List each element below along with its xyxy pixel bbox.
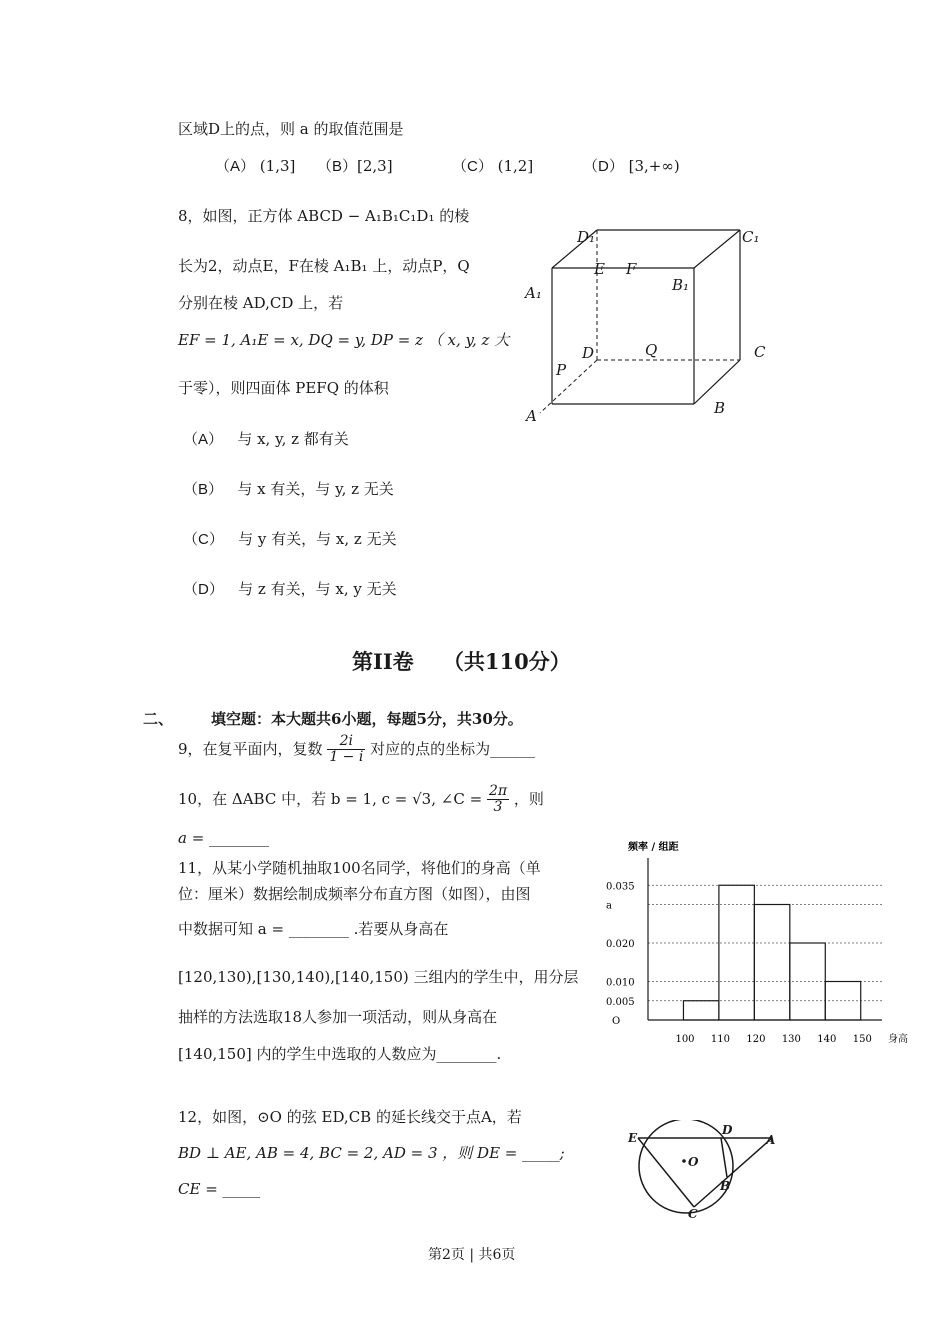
- label-c1: C₁: [742, 228, 760, 246]
- page-footer: 第2页 | 共6页: [428, 1247, 516, 1263]
- cube-edge: [694, 230, 740, 268]
- q8-line5: 于零），则四面体 PEFQ 的体积: [178, 379, 389, 397]
- x-tick-label: 100: [675, 1034, 695, 1045]
- histogram-origin: O: [612, 1016, 621, 1027]
- histogram-bar: [790, 943, 825, 1020]
- histogram-gridlines: [648, 885, 882, 1001]
- q11-line6: [140,150] 内的学生中选取的人数应为________.: [178, 1045, 502, 1063]
- histogram-bar: [683, 1001, 718, 1020]
- histogram-bar: [719, 885, 754, 1020]
- cube-figure: [520, 220, 780, 430]
- y-tick-label: 0.010: [606, 977, 635, 989]
- line-db: [721, 1138, 727, 1177]
- circle-o: [639, 1120, 733, 1213]
- q7-option-c: （C） (1,2]: [452, 157, 534, 175]
- x-tick-label: 120: [746, 1034, 766, 1045]
- label-c: C: [754, 343, 766, 361]
- label-e: E: [594, 260, 605, 278]
- cube-hidden-edge: [540, 360, 597, 413]
- q11-line3: 中数据可知 a = ________ .若要从身高在: [178, 920, 449, 938]
- label-d: D: [722, 1123, 733, 1137]
- histogram-x-axis-label: 身高: [888, 1034, 908, 1045]
- q8-line4: EF = 1, A₁E = x, DQ = y, DP = z （ x, y, z 大: [178, 331, 510, 349]
- label-a1: A₁: [525, 284, 542, 302]
- histogram-bar: [754, 905, 789, 1021]
- histogram-x-tick-labels: [675, 1034, 871, 1045]
- label-b: B: [714, 399, 726, 417]
- q10: 10，在 ΔABC 中，若 b = 1, c = √3, ∠C = $\frac{2\pi}{3}$ ，则: [178, 783, 544, 816]
- y-tick-label: 0.035: [606, 881, 635, 893]
- y-tick-label: 0.005: [606, 996, 635, 1008]
- q10-answer-line: a = ________: [178, 829, 270, 847]
- q11-line4: [120,130),[130,140),[140,150) 三组内的学生中，用分层: [178, 968, 579, 986]
- q8-option-d: （D） 与 z 有关，与 x, y 无关: [183, 580, 397, 598]
- q8-option-c: （C） 与 y 有关，与 x, z 无关: [183, 530, 397, 548]
- label-a: A: [766, 1133, 776, 1147]
- q10-fraction: $\frac{2\pi}{3}$: [488, 783, 508, 816]
- center-dot: [682, 1159, 686, 1163]
- line-ca: [694, 1138, 772, 1207]
- q7-option-b: （B）[2,3]: [317, 157, 393, 175]
- section-number: 二、: [143, 710, 174, 728]
- label-d1: D₁: [577, 228, 596, 246]
- cube-edge: [694, 360, 740, 404]
- q12-line3: CE = _____: [178, 1180, 261, 1198]
- frequency-histogram: [600, 836, 920, 1051]
- q8-line1: 8，如图，正方体 ABCD − A₁B₁C₁D₁ 的棱: [178, 207, 470, 225]
- histogram-y-tick-labels: [606, 881, 635, 1008]
- y-tick-label: a: [606, 900, 612, 912]
- circle-figure: [622, 1120, 792, 1220]
- q11-line5: 抽样的方法选取18人参加一项活动，则从身高在: [178, 1008, 498, 1026]
- q8-line3: 分别在棱 AD,CD 上，若: [178, 294, 344, 312]
- q12-line1: 12，如图，⊙O 的弦 ED,CB 的延长线交于点A，若: [178, 1108, 522, 1126]
- q7-option-a: （A） (1,3]: [215, 157, 296, 175]
- q7-text: 区域D上的点，则 a 的取值范围是: [178, 120, 404, 138]
- label-o: O: [688, 1155, 699, 1169]
- q11-line1: 11，从某小学随机抽取100名同学，将他们的身高（单: [178, 859, 541, 877]
- label-q: Q: [645, 341, 658, 359]
- label-d: D: [582, 344, 595, 362]
- q9-fraction: $\frac{2i}{1 - i}$: [329, 733, 364, 766]
- histogram-axes: [648, 858, 882, 1020]
- q9: 9，在复平面内，复数 $\frac{2i}{1 - i}$ 对应的点的坐标为______: [178, 733, 536, 766]
- histogram-bar: [825, 982, 860, 1021]
- q7-option-d: （D） [3,+∞): [583, 157, 680, 175]
- q8-option-a: （A） 与 x, y, z 都有关: [183, 430, 349, 448]
- q8-line2: 长为2，动点E，F在棱 A₁B₁ 上，动点P，Q: [178, 257, 470, 275]
- q8-option-b: （B） 与 x 有关，与 y, z 无关: [183, 480, 394, 498]
- q12-line2: BD ⊥ AE, AB = 4, BC = 2, AD = 3 ，则 DE = _____;: [178, 1144, 565, 1162]
- label-b1: B₁: [672, 276, 690, 294]
- histogram-bars: [683, 885, 860, 1020]
- x-tick-label: 110: [710, 1034, 731, 1045]
- label-a: A: [526, 407, 537, 425]
- part2-title: 第II卷 （共110分）: [352, 649, 571, 674]
- section-title: 填空题：本大题共6小题，每题5分，共30分。: [211, 710, 523, 728]
- label-e: E: [628, 1131, 638, 1145]
- line-ec: [638, 1138, 694, 1207]
- label-b: B: [720, 1179, 731, 1193]
- x-tick-label: 150: [852, 1034, 872, 1045]
- x-tick-label: 140: [817, 1034, 837, 1045]
- q11-line2: 位：厘米）数据绘制成频率分布直方图（如图），由图: [178, 885, 531, 903]
- label-p: P: [556, 361, 567, 379]
- x-tick-label: 130: [781, 1034, 801, 1045]
- label-f: F: [626, 260, 637, 278]
- y-tick-label: 0.020: [606, 939, 635, 950]
- label-c: C: [688, 1207, 698, 1220]
- histogram-y-axis-label: 频率 / 组距: [628, 842, 679, 853]
